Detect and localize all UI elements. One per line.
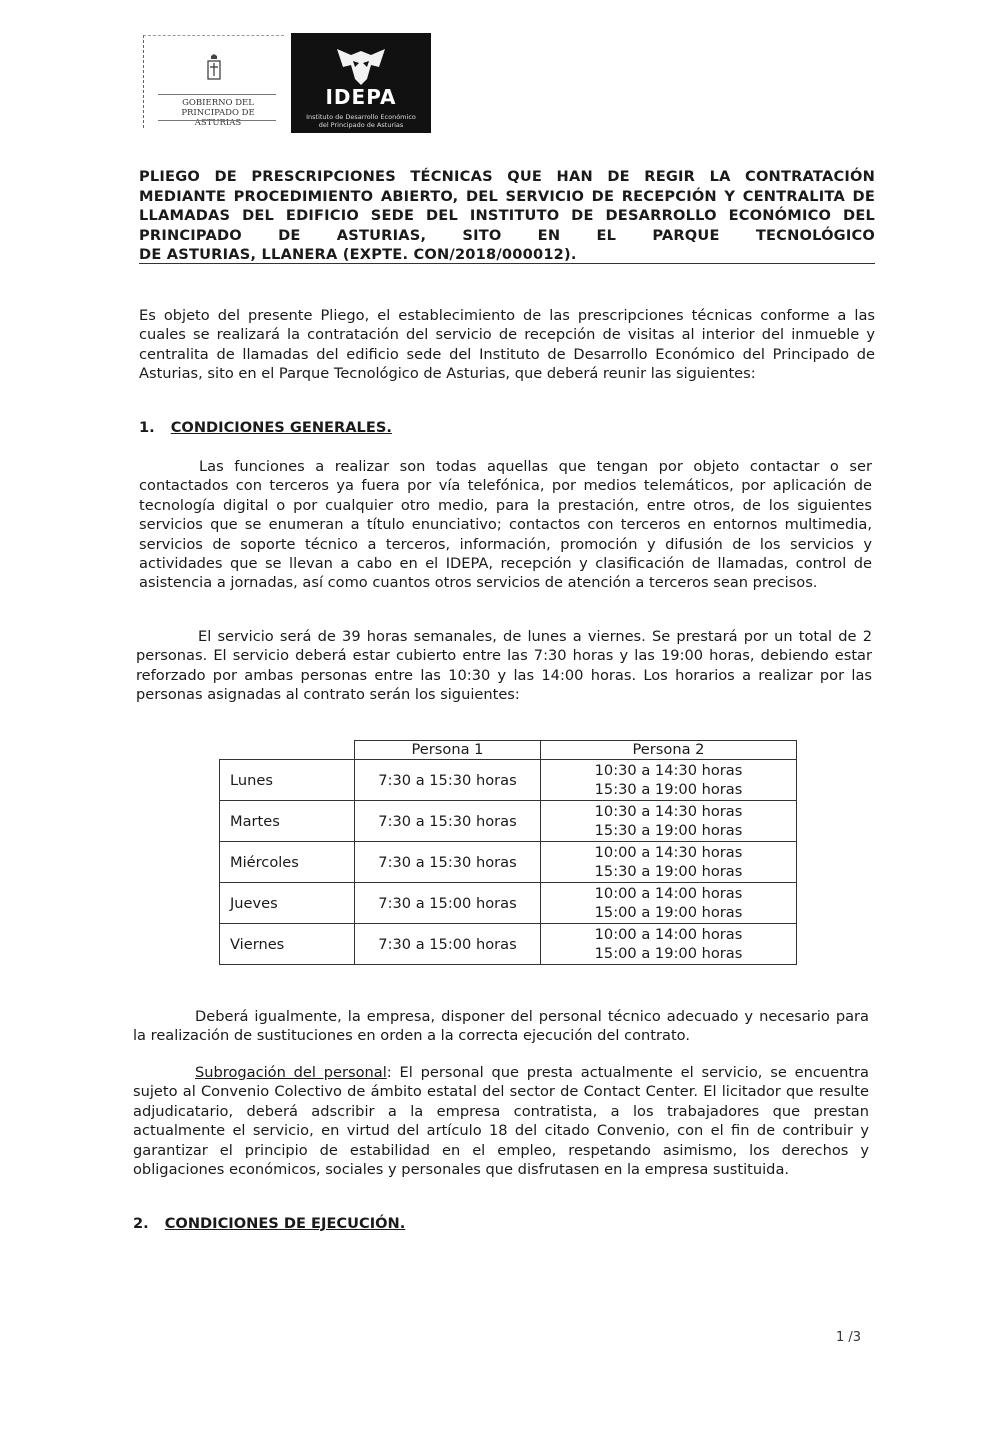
gov-divider-bottom: [158, 120, 276, 121]
document-title-last-line: DE ASTURIAS, LLANERA (EXPTE. CON/2018/000012).: [139, 246, 577, 264]
schedule-persona-1-hours: 7:30 a 15:30 horas: [355, 801, 541, 842]
schedule-header-row: [220, 741, 797, 760]
document-title-main: PLIEGO DE PRESCRIPCIONES TÉCNICAS QUE HAN DE REGIR LA CONTRATACIÓN MEDIANTE PROCEDIMIENTO ABIERTO, DEL SERVICIO DE RECEPCIÓN Y CENTRALITA DE LLAMADAS DEL EDIFICIO SEDE DEL INSTITUTO DE DESARROLLO ECONÓMICO DEL PRINCIPADO DE ASTURIAS, SITO EN EL PARQUE TECNOLÓGICO: [139, 168, 875, 244]
schedule-day: Lunes: [220, 760, 355, 801]
idepa-brand-text: IDEPA: [325, 85, 397, 109]
title-underline: [139, 263, 875, 264]
schedule-persona-2-afternoon: 15:00 a 19:00 horas: [594, 945, 743, 962]
schedule-persona-2-hours: [541, 924, 797, 965]
schedule-persona-2-afternoon: 15:30 a 19:00 horas: [594, 822, 743, 839]
schedule-header-persona-2: Persona 2: [541, 741, 797, 760]
schedule-persona-2-morning: 10:00 a 14:30 horas: [594, 844, 743, 861]
section1-number: 1.: [139, 419, 155, 436]
gov-text-line2: PRINCIPADO DE ASTURIAS: [181, 108, 255, 128]
schedule-persona-2-afternoon: 15:30 a 19:00 horas: [594, 781, 743, 798]
schedule-header-blank: [220, 741, 355, 760]
schedule-persona-2-afternoon: 15:00 a 19:00 horas: [594, 904, 743, 921]
schedule-persona-2-hours: [541, 842, 797, 883]
section1-paragraph-1: Las funciones a realizar son todas aquellas que tengan por objeto contactar o ser contactados con terceros ya fuera por vía telefónica, por medios telemáticos, por aplicación de tecnología digital o por cualquier otro medio, para la prestación, entre otros, de los siguientes servicios que se enumeran a título enunciativo; contactos con terceros en entornos multimedia, servicios de soporte técnico a terceros, información, promoción y difusión de los servicios y actividades que se llevan a cabo en el IDEPA, recepción y clasificación de llamadas, control de asistencia a jornadas, así como cuantos otros servicios de atención a terceros sean precisos.: [139, 458, 872, 592]
document-title: [139, 167, 875, 265]
idepa-logo: [291, 33, 431, 133]
schedule-day: Martes: [220, 801, 355, 842]
schedule-table: [219, 740, 797, 965]
table-row: [220, 801, 797, 842]
schedule-persona-2-morning: 10:00 a 14:00 horas: [594, 926, 743, 943]
schedule-persona-2-hours: [541, 801, 797, 842]
schedule-persona-1-hours: 7:30 a 15:00 horas: [355, 883, 541, 924]
schedule-persona-1-hours: 7:30 a 15:30 horas: [355, 760, 541, 801]
section1-paragraph-2: El servicio será de 39 horas semanales, de lunes a viernes. Se prestará por un total de 2 personas. El servicio deberá estar cubierto entre las 7:30 horas y las 19:00 horas, debiendo estar reforzado por ambas personas entre las 10:30 y las 14:00 horas. Los horarios a realizar por las personas asignadas al contrato serán los siguientes:: [136, 628, 872, 704]
subrogacion-label: Subrogación del personal: [195, 1064, 387, 1081]
section2-title: CONDICIONES DE EJECUCIÓN.: [164, 1215, 406, 1232]
schedule-persona-2-morning: 10:30 a 14:30 horas: [594, 803, 743, 820]
section1-title: CONDICIONES GENERALES.: [170, 419, 392, 436]
table-row: [220, 842, 797, 883]
schedule-persona-2-hours: [541, 883, 797, 924]
coat-of-arms-icon: [204, 54, 224, 84]
subrogacion-text: : El personal que presta actualmente el servicio, se encuentra sujeto al Convenio Colectivo de ámbito estatal del sector de Contact Center. El licitador que resulte adjudicatario, deberá adscribir a la empresa contratista, a los trabajadores que prestan actualmente el servicio, en virtud del artículo 18 del citado Convenio, con el fin de contribuir y garantizar el principio de estabilidad en el empleo, respetando asimismo, los derechos y obligaciones económicos, sociales y personales que disfrutasen en la empresa sustituida.: [133, 1064, 869, 1179]
page-number: 1 /3: [836, 1330, 862, 1345]
schedule-persona-2-morning: 10:30 a 14:30 horas: [594, 762, 743, 779]
schedule-persona-1-hours: 7:30 a 15:30 horas: [355, 842, 541, 883]
schedule-persona-2-morning: 10:00 a 14:00 horas: [594, 885, 743, 902]
schedule-header-persona-1: Persona 1: [355, 741, 541, 760]
idepa-mark-icon: [333, 45, 389, 89]
intro-paragraph: Es objeto del presente Pliego, el establecimiento de las prescripciones técnicas conforme a las cuales se realizará la contratación del servicio de recepción de visitas al interior del inmueble y centralita de llamadas del edificio sede del Instituto de Desarrollo Económico del Principado de Asturias, sito en el Parque Tecnológico de Asturias, que deberá reunir las siguientes:: [139, 307, 875, 383]
schedule-day: Jueves: [220, 883, 355, 924]
section1-heading: [139, 419, 392, 436]
schedule-persona-1-hours: 7:30 a 15:00 horas: [355, 924, 541, 965]
section1-paragraph-3: Deberá igualmente, la empresa, disponer del personal técnico adecuado y necesario para la realización de sustituciones en orden a la correcta ejecución del contrato.: [133, 1008, 869, 1045]
schedule-persona-2-hours: [541, 760, 797, 801]
table-row: [220, 760, 797, 801]
schedule-day: Miércoles: [220, 842, 355, 883]
section2-heading: [133, 1215, 405, 1232]
gobierno-asturias-logo: [143, 35, 284, 128]
table-row: [220, 883, 797, 924]
header-logos: [143, 33, 431, 133]
schedule-day: Viernes: [220, 924, 355, 965]
gov-divider-top: [158, 94, 276, 95]
section2-number: 2.: [133, 1215, 149, 1232]
gov-text-line1: GOBIERNO DEL: [182, 98, 254, 108]
idepa-sub-line2: del Principado de Asturias: [318, 121, 404, 129]
idepa-sub-line1: Instituto de Desarrollo Económico: [306, 113, 416, 121]
section1-paragraph-4: [133, 1063, 869, 1179]
schedule-persona-2-afternoon: 15:30 a 19:00 horas: [594, 863, 743, 880]
table-row: [220, 924, 797, 965]
